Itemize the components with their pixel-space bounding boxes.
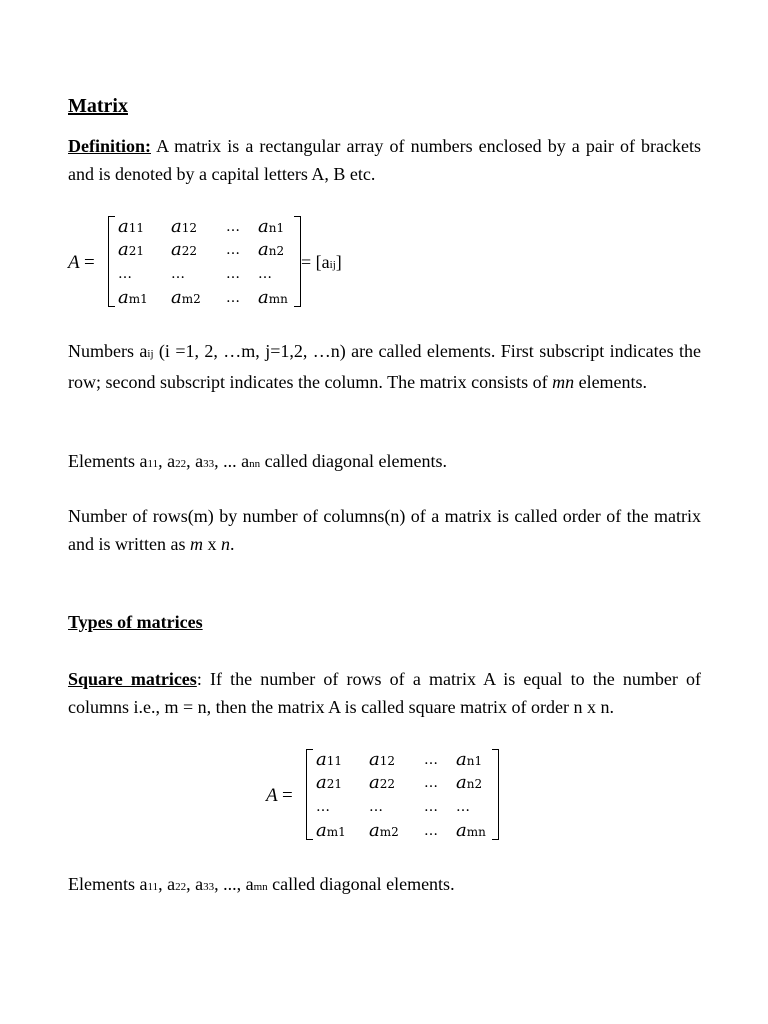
matrix1-variable: A	[68, 252, 80, 273]
diag1-post: called diagonal elements.	[260, 451, 448, 471]
suffix-sub: ij	[329, 259, 336, 271]
matrix2-equals: =	[282, 785, 293, 806]
diag1-c3: , ... a	[214, 451, 250, 471]
diag1-c1: , a	[158, 451, 176, 471]
m1-cell-1-3: an2	[258, 239, 285, 260]
m2-cell-3-1: am2	[369, 820, 399, 841]
diag1-pre: Elements a	[68, 451, 148, 471]
order-end: .	[229, 533, 235, 554]
matrix2-label	[266, 785, 293, 807]
diag2-s1: 11	[147, 881, 159, 893]
m2-cell-0-2: …	[424, 752, 438, 768]
numbers-sub: ij	[147, 348, 154, 360]
numbers-text-2: (i =1, 2, …m, j=1,2, …n) are called elements. First subscript indicates the row; second subscript indicates the column. The matrix consists of	[68, 341, 701, 392]
suffix-close: ]	[335, 252, 342, 272]
m2-cell-3-3: amn	[456, 820, 486, 841]
matrix1-right-bracket	[294, 216, 301, 307]
m1-cell-0-0: a11	[118, 216, 145, 237]
diag2-s3: 33	[203, 881, 215, 893]
order-m: m	[189, 533, 203, 554]
square-label: Square matrices	[68, 669, 197, 689]
m2-cell-0-1: a12	[369, 749, 396, 770]
m2-cell-2-3: …	[456, 799, 470, 815]
diag2-c2: , a	[186, 874, 204, 894]
m1-cell-3-1: am2	[171, 287, 201, 308]
definition-paragraph	[68, 133, 701, 188]
matrix1-label	[68, 252, 95, 274]
m2-cell-0-0: a11	[316, 749, 343, 770]
m2-cell-0-3: an1	[456, 749, 483, 770]
order-text: Number of rows(m) by number of columns(n) of a matrix is called order of the matrix and is written as	[68, 506, 701, 554]
m1-cell-0-3: an1	[258, 216, 285, 237]
m2-cell-2-1: …	[369, 799, 383, 815]
m1-cell-3-3: amn	[258, 287, 288, 308]
diag1-c2: , a	[186, 451, 204, 471]
m1-cell-3-2: …	[226, 290, 240, 306]
m1-cell-3-0: am1	[118, 287, 148, 308]
matrix2-left-bracket	[306, 749, 313, 840]
diag1-s4: nn	[249, 458, 261, 470]
numbers-text-1: Numbers a	[68, 341, 148, 361]
m1-cell-0-2: …	[226, 219, 240, 235]
suffix-eq: = [a	[301, 252, 330, 272]
m1-cell-0-1: a12	[171, 216, 198, 237]
diag2-s2: 22	[175, 881, 187, 893]
diag2-pre: Elements a	[68, 874, 148, 894]
matrix1-equals: =	[84, 252, 95, 273]
numbers-mn: mn	[552, 371, 575, 392]
definition-text: A matrix is a rectangular array of numbers enclosed by a pair of brackets and is denoted by a capital letters A, B etc.	[68, 136, 701, 184]
diag2-s4: mn	[253, 881, 268, 893]
order-n: n	[220, 533, 230, 554]
diagonal-paragraph-1	[68, 448, 701, 479]
matrix1-suffix	[301, 252, 342, 273]
definition-label: Definition:	[68, 136, 151, 156]
m1-cell-1-0: a21	[118, 239, 145, 260]
m1-cell-2-0: …	[118, 266, 132, 282]
diag1-s2: 22	[175, 458, 187, 470]
diag2-c3: , ..., a	[214, 874, 254, 894]
numbers-text-3: elements.	[574, 371, 648, 392]
m1-cell-1-1: a22	[171, 239, 198, 260]
m1-cell-2-1: …	[171, 266, 185, 282]
types-heading: Types of matrices	[68, 612, 203, 632]
matrix2-variable: A	[266, 785, 278, 806]
m2-cell-3-0: am1	[316, 820, 346, 841]
m2-cell-1-2: …	[424, 775, 438, 791]
m2-cell-1-0: a21	[316, 772, 343, 793]
matrix2	[306, 749, 499, 840]
m1-cell-2-2: …	[226, 266, 240, 282]
diag2-c1: , a	[158, 874, 176, 894]
page-title: Matrix	[68, 95, 128, 117]
m1-cell-2-3: …	[258, 266, 272, 282]
square-text: : If the number of rows of a matrix A is equal to the number of columns i.e., m = n, then the matrix A is called square matrix of order n x n.	[68, 669, 701, 717]
m1-cell-1-2: …	[226, 242, 240, 258]
m2-cell-2-2: …	[424, 799, 438, 815]
matrix1	[108, 216, 301, 307]
diag1-s1: 11	[147, 458, 159, 470]
matrix1-left-bracket	[108, 216, 115, 307]
order-x: x	[202, 533, 221, 554]
square-paragraph	[68, 666, 701, 721]
m2-cell-2-0: …	[316, 799, 330, 815]
m2-cell-1-3: an2	[456, 772, 483, 793]
diagonal-paragraph-2	[68, 871, 701, 902]
m2-cell-1-1: a22	[369, 772, 396, 793]
matrix2-right-bracket	[492, 749, 499, 840]
order-paragraph	[68, 503, 701, 558]
numbers-paragraph	[68, 338, 701, 396]
m2-cell-3-2: …	[424, 823, 438, 839]
diag2-post: called diagonal elements.	[267, 874, 455, 894]
diag1-s3: 33	[203, 458, 215, 470]
